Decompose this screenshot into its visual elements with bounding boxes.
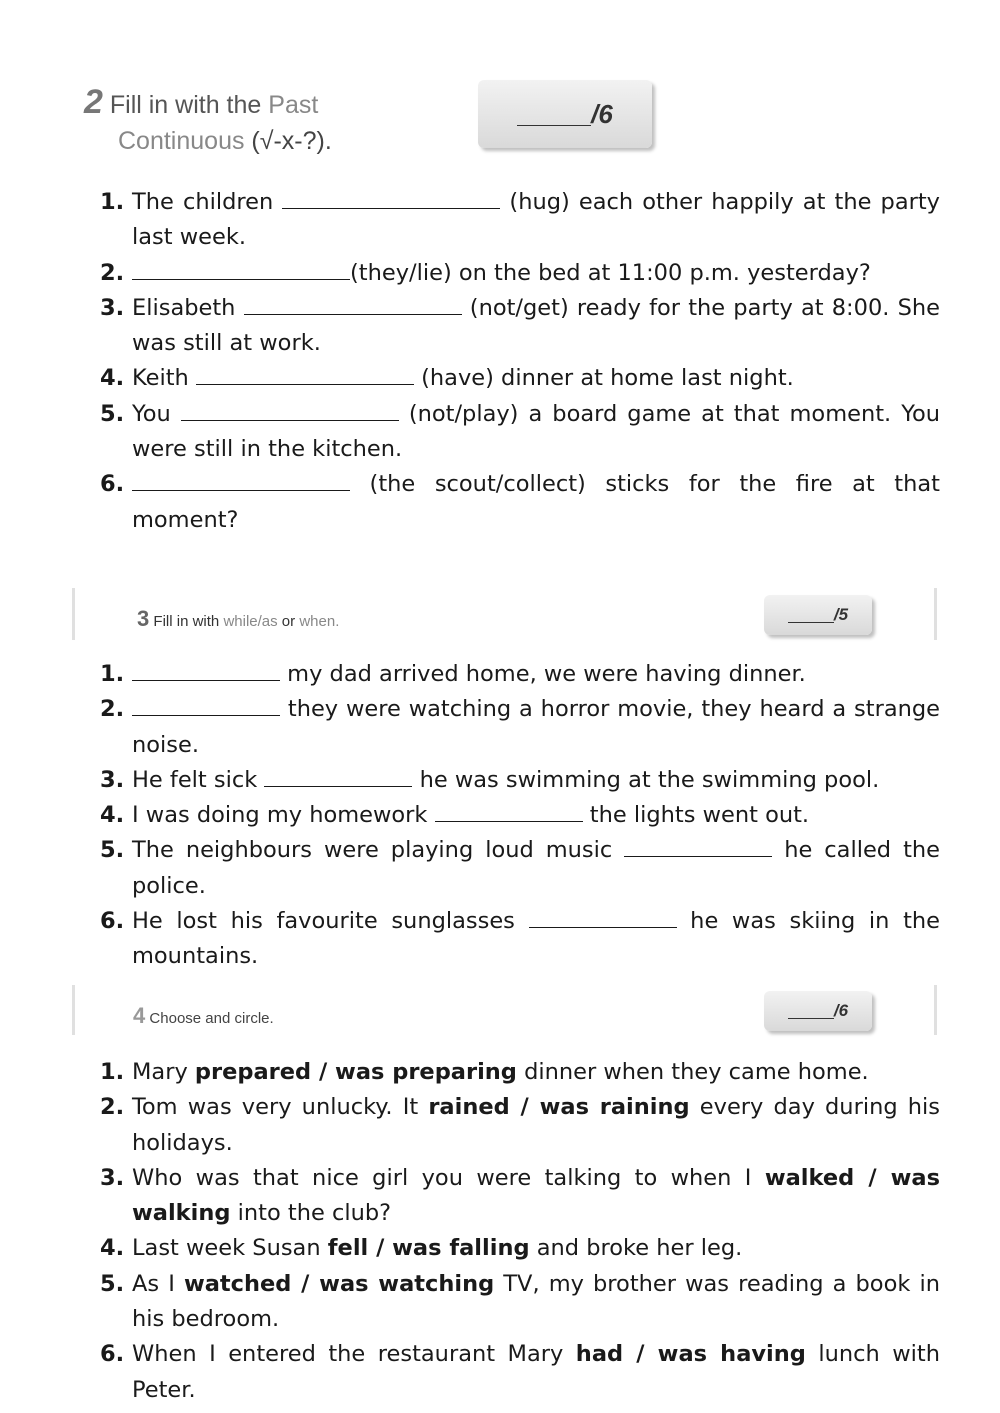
item-text-before: Tom was very unlucky. It [132, 1094, 429, 1121]
item-number: 3. [100, 1164, 125, 1191]
answer-blank[interactable] [244, 294, 462, 315]
item-text [132, 291, 940, 362]
item-text-before: The neighbours were playing loud music [132, 837, 625, 864]
item-text [132, 763, 940, 798]
choice-option-1[interactable]: walked [764, 1164, 855, 1191]
item-text-after: dinner when they came home. [516, 1059, 869, 1085]
divider [72, 588, 75, 640]
item-number: 4. [100, 365, 125, 392]
item-text-after: and broke her leg. [529, 1235, 743, 1262]
item-text [132, 185, 940, 256]
divider [934, 588, 937, 640]
section-3-number: 3 [137, 606, 150, 631]
item-number: 1. [100, 1059, 125, 1085]
choice-separator: / [854, 1164, 891, 1191]
item-number: 4. [100, 802, 125, 829]
item-text-after: he was swimming at the swimming pool. [412, 766, 880, 793]
item-text-after: he called the police. [132, 837, 940, 899]
item-number: 2. [100, 696, 125, 723]
section-2-title: 2 Fill in with the Past Continuous (√-x-?). [84, 83, 332, 155]
item-number: 6. [100, 908, 125, 935]
choice-option-1[interactable]: fell [327, 1235, 369, 1262]
item-text-before: He lost his favourite sunglasses [132, 908, 529, 935]
exercise-item [100, 657, 940, 692]
answer-blank[interactable] [132, 695, 280, 716]
item-text [132, 467, 940, 538]
answer-blank[interactable] [435, 801, 583, 822]
item-text-after: (have) dinner at home last night. [413, 365, 794, 392]
choice-option-2[interactable]: was preparing [335, 1059, 517, 1085]
item-text-before: When I entered the restaurant Mary [132, 1341, 576, 1368]
item-text [132, 798, 940, 833]
answer-blank[interactable] [132, 259, 350, 280]
choice-separator: / [623, 1341, 658, 1368]
item-text [132, 1267, 940, 1338]
choice-separator: / [311, 1059, 336, 1085]
answer-blank[interactable] [196, 364, 414, 385]
section-4-title: 4 Choose and circle. [133, 1003, 274, 1028]
item-number: 2. [100, 259, 125, 286]
answer-blank[interactable] [264, 766, 412, 787]
exercise-item [100, 256, 940, 291]
item-text-before: Elisabeth [132, 294, 244, 321]
item-text [132, 1231, 940, 1266]
item-text [132, 904, 940, 975]
score-blank[interactable] [788, 608, 834, 623]
score-blank[interactable] [517, 103, 591, 126]
choice-option-2[interactable]: was falling [392, 1235, 530, 1262]
exercise-item [100, 692, 940, 763]
item-text-after: into the club? [230, 1200, 392, 1227]
exercise-item [100, 1267, 940, 1338]
exercise-item [100, 904, 940, 975]
item-text-after: he was skiing in the mountains. [132, 908, 940, 970]
score-blank[interactable] [788, 1004, 834, 1019]
item-text-before: Last week Susan [132, 1235, 328, 1262]
item-text [132, 1337, 940, 1408]
section-4-number: 4 [133, 1003, 146, 1028]
item-text-before: As I [132, 1270, 184, 1297]
exercise-item [100, 1161, 940, 1232]
section-3-items [100, 657, 940, 975]
item-text-after: the lights went out. [582, 802, 810, 829]
choice-option-1[interactable]: had [575, 1341, 624, 1368]
section-3-title: 3 Fill in with while/as or when. [137, 606, 340, 631]
section-3-score-box [764, 595, 872, 635]
item-text-after: TV, my brother was reading a book in his bedroom. [132, 1270, 940, 1333]
score-total: /6 [591, 98, 613, 129]
choice-separator: / [509, 1094, 540, 1121]
item-text-after: my dad arrived home, we were having dinner. [280, 661, 806, 687]
item-text-after: they were watching a horror movie, they heard a strange noise. [132, 696, 940, 758]
score-total: /5 [833, 605, 849, 624]
item-number: 5. [100, 837, 125, 864]
section-2-number: 2 [84, 83, 103, 121]
exercise-item [100, 1337, 940, 1408]
item-text [132, 657, 940, 692]
item-text-before: The children [132, 189, 283, 215]
choice-separator: / [291, 1270, 320, 1297]
item-number: 4. [100, 1235, 125, 1262]
item-text [132, 1161, 940, 1232]
item-text-after: (not/play) a board game at that moment. You were still in the kitchen. [132, 400, 940, 463]
item-text-before: He felt sick [132, 766, 265, 793]
item-text [132, 833, 940, 904]
item-text-after: (the scout/collect) sticks for the fire at that moment? [132, 471, 940, 533]
item-text-before: Keith [132, 365, 196, 392]
answer-blank[interactable] [624, 836, 772, 857]
item-text-after: (not/get) ready for the party at 8:00. She was still at work. [132, 294, 940, 357]
choice-option-1[interactable]: watched [183, 1270, 292, 1297]
section-4-score-box [764, 991, 872, 1031]
item-text [132, 692, 940, 763]
exercise-item [100, 1231, 940, 1266]
choice-separator: / [368, 1235, 393, 1262]
item-number: 6. [100, 1341, 125, 1368]
item-text-after: (they/lie) on the bed at 11:00 p.m. yesterday? [350, 259, 871, 286]
choice-option-2[interactable]: was raining [539, 1094, 690, 1121]
item-number: 1. [100, 189, 125, 215]
answer-blank[interactable] [132, 660, 280, 681]
exercise-item [100, 185, 940, 256]
exercise-item [100, 1055, 940, 1090]
answer-blank[interactable] [181, 400, 399, 421]
exercise-item [100, 467, 940, 538]
item-number: 1. [100, 661, 125, 687]
exercise-item [100, 361, 940, 396]
item-text-before: I was doing my homework [132, 802, 435, 829]
choice-option-2[interactable]: was watching [319, 1270, 495, 1297]
exercise-item [100, 833, 940, 904]
item-number: 3. [100, 294, 125, 321]
section-2-score-box [478, 80, 652, 148]
exercise-item [100, 397, 940, 468]
item-text-before: Who was that nice girl you were talking to when I [132, 1164, 765, 1191]
choice-option-1[interactable]: prepared [194, 1059, 312, 1085]
item-text-before: You [132, 400, 181, 427]
item-text-after: lunch with Peter. [132, 1341, 940, 1403]
exercise-item [100, 1090, 940, 1161]
item-number: 5. [100, 1270, 125, 1297]
item-number: 3. [100, 766, 125, 793]
item-text [132, 361, 940, 396]
item-text-after: (hug) each other happily at the party last week. [132, 189, 940, 251]
item-text [132, 256, 940, 291]
item-text [132, 397, 940, 468]
item-text-after: every day during his holidays. [132, 1094, 940, 1156]
answer-blank[interactable] [282, 188, 500, 209]
choice-option-2[interactable]: was having [657, 1341, 806, 1368]
item-number: 6. [100, 471, 125, 498]
item-text [132, 1055, 940, 1090]
divider [934, 985, 937, 1035]
section-4-items [100, 1055, 940, 1408]
item-number: 5. [100, 400, 125, 427]
choice-option-1[interactable]: rained [428, 1094, 510, 1121]
choice-option-2[interactable]: was walking [132, 1164, 940, 1227]
item-number: 2. [100, 1094, 125, 1121]
score-total: /6 [833, 1001, 849, 1020]
divider [72, 985, 75, 1035]
item-text [132, 1090, 940, 1161]
exercise-item [100, 763, 940, 798]
answer-blank[interactable] [132, 470, 350, 491]
item-text-before: Mary [132, 1059, 195, 1085]
answer-blank[interactable] [529, 907, 677, 928]
section-2-items [100, 185, 940, 538]
exercise-item [100, 798, 940, 833]
exercise-item [100, 291, 940, 362]
